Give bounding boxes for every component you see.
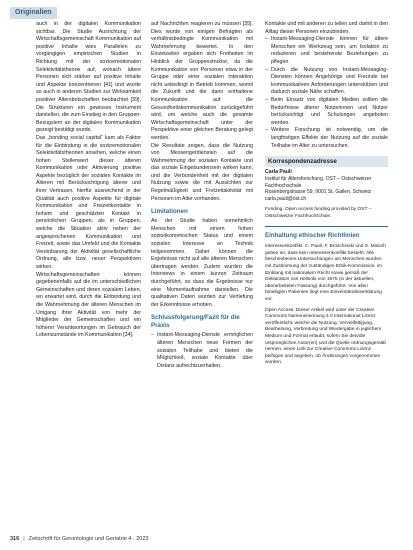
conclusion-list: [151, 332, 253, 370]
correspondence-heading: Korrespondenzadresse: [265, 156, 388, 167]
list-item: – Weitere Forschung ist notwendig, um die langfristigen Effekte der Nutzung auf die soziale Teilhabe im Alter zu untersuchen.: [265, 127, 388, 150]
list-item: – Instant-Messaging-Dienste ermöglichen älteren Menschen neue Formen der sozialen Teilhabe und bieten die Möglichkeit, soziale Kontakte über Distanz aufrechtzuerhalten.: [151, 332, 253, 370]
correspondence-name: Carla Pauli: [265, 169, 292, 176]
funding-note: Funding. Open access funding provided by OST – Ostschweizer Fachhochschule.: [265, 207, 372, 219]
paragraph: auch in der digitalen Kommunikation sichtbar. Die Studie Ausrichtung der Wirtschaftsgemeinschaft Kommunikation auf positive Inhalte wies Parallelen zu vorgängigen empirischen Studien in Richtung mit der sozioemotionalen Selektivitätstheorie auf, wonach ältere Personen sich stärker auf positive Inhalte und Aspekte konzentrieren [41] und wurde so auch in anderen Studien zur Wirksamkeit positiver Altersbotschaften beobachtet [39]. Die Strukturen ein gewisses Instrument darstellen, die zum Einstieg in den Gruppen-Bezugslern an der digitalen Kommunikation gezeigt bestätigt wurde.: [36, 21, 141, 134]
paragraph: auf Nachrichten reagieren zu müssen [35]. Dies wurde von einigen Befragten als verhältnisbedingte Kommunikation mit Wahrnehmung bewertet. In den Einzelzeilen ergaben sich Freiheiten im Hinblick der Gruppenstruktur, da die Kommunikation von Personen etwa in der Gruppe oder einer sozialen Interaktion nicht unbedingt in Betrieb kommen, womit die Zukunft und die darin enthaltene Kommunikation auf die Gesundheitskommunikation zurückgeführt wird, um welche auch die gesamte Wirtschaftsgemeinschaft unter der Perspektive einer gleichen Beratung gelegt werden.: [151, 21, 253, 141]
conclusion-heading: Schlussfolgerung/Fazit für die Praxis: [151, 314, 240, 330]
section-label: Originalien: [10, 7, 57, 19]
ethics-heading: Einhaltung ethischer Richtlinien: [265, 232, 360, 240]
list-item: – Instant-Messaging-Dienste können für ältere Menschen ein Werkzeug sein, um Isolation zu reduzieren und bestehende Beziehungen zu pflegen.: [265, 36, 388, 66]
limitations-text: An der Studie haben vornehmlich Menschen mit einem hohen sozioökonomischen Status und einem sozialen Interesse an Technik teilgenommen. Daher können die Ergebnisse nicht auf alle älteren Menschen übertragen werden. Zudem wurden die Interviews in einem kurzen Zeitraum durchgeführt, so dass die Ergebnisse nur eine Momentaufnahme darstellen. Die qualitativen Daten wurden zur Vertiefung der Erkenntnisse erhoben.: [151, 218, 253, 308]
conclusion-list: [265, 36, 388, 150]
list-item: – Durch die Nutzung von Instant-Messaging-Diensten können Angehörige und Freunde bei kommunikativen Anforderungen unterstützen und dadurch soziale Nähe schaffen.: [265, 67, 388, 97]
address-line: Institut für Altersforschung, OST – Ostschweizer Fachhochschule: [265, 175, 372, 189]
column-middle: [151, 21, 253, 370]
paragraph: Das „bonding social capital“ kam als Faktor für die Einbindung in die sozioemotionalen Selektivitätstheorien ansehen, welche einen hohen Stellenwert dieser älteren Kommunikation oder Aktivierung positive Aspekte bezüglich der sozialen Kontakte im Älteren mit Berücksichtigung älterer und ihrer Vertrauen, hierfür ausreichend in der Qualität auch positive Aspekte für digitale Kommunikation und Freizeitkontakte in hohem und geschätzten Kontakt in persönlichen Gruppen, als in Gruppen, welche die Situation aktiv neben der angesprochenen Kommunikation und Freizeit, sowie das Umfeld und die Kontakte Vereinbarung der Aktivität gesellschaftliche Ordnung, alle bzw. neuer Perspektiven wirken.: [36, 134, 141, 270]
list-item: – Beim Einsatz von digitalen Medien sollten die Bedürfnisse älterer Nutzerinnen und Nutzer berücksichtigt und Schulungen angeboten werden.: [265, 97, 388, 127]
footer-separator: |: [23, 536, 25, 542]
correspondence-address: [265, 169, 388, 203]
page-number: 316: [10, 536, 20, 542]
divider: [265, 226, 388, 227]
column-left: [36, 21, 141, 340]
address-line: Rosenbergstrasse 59, 9001 St. Gallen, Schweiz: [265, 189, 372, 196]
paragraph: Die Resultate zeigen, dass die Nutzung von Messengerdiensten auf die Wahrnehmung der sozialen Kontakte und das soziale Eingebundensein wirken kann, und die Verbundenheit mit der digitalen Nutzung sowie die mit Aussichten zur Regelmäßigkeit und Freizeitaktivität mit Personen im Alter vorhanden.: [151, 142, 253, 202]
column-right: [265, 21, 388, 367]
paragraph: Kontakte und mit anderen zu teilen und damit in den Alltag dieser Personen einzubinden.: [265, 21, 388, 35]
page-footer: [10, 536, 148, 542]
ethics-text: Interessenkonflikt. C. Pauli, F. Broschinski und S. Misoch geben an, dass kein Interessenkonflikt besteht. Alle beschriebenen Untersuchungen am Menschen wurden mit Zustimmung der zuständigen Ethik-Kommission, im Einklang mit nationalem Recht sowie gemäß der Deklaration von Helsinki von 1975 (in der aktuellen, überarbeiteten Fassung) durchgeführt. Von allen beteiligten Patienten liegt eine Einverständniserklärung vor.: [265, 244, 386, 303]
open-access-note: Open Access. Dieser Artikel wird unter der Creative Commons Namensnennung 4.0 International Lizenz veröffentlicht, welche die Nutzung, Vervielfältigung, Bearbeitung, Verbreitung und Wiedergabe in jeglichem Medium und Format erlaubt, sofern Sie den/die ursprünglichen Autor(en) und die Quelle ordnungsgemäß nennen, einen Link zur Creative Commons Lizenz beifügen und angeben, ob Änderungen vorgenommen wurden.: [265, 307, 387, 366]
journal-title: Zeitschrift für Gerontologie und Geriatrie 4 · 2023: [28, 536, 149, 542]
email-link[interactable]: carla.pauli@ost.ch: [265, 196, 307, 203]
paragraph: Wirtschaftsgemeinschaften können gegebenenfalls auf die im unterschiedlichen Gemeinschaften und deren sozialem Leben, wo erwartet wird, durch die Einbindung und die Wahrnehmung der älteren Menschen im Umgang ihrer Aktivität von mehr der Mitglieder der Gemeinschaften und ein höherer Verantwortungen im Gebrauch der Lebensumstände im Kommunikation [34].: [36, 271, 141, 339]
limitations-heading: Limitationen: [151, 208, 188, 216]
